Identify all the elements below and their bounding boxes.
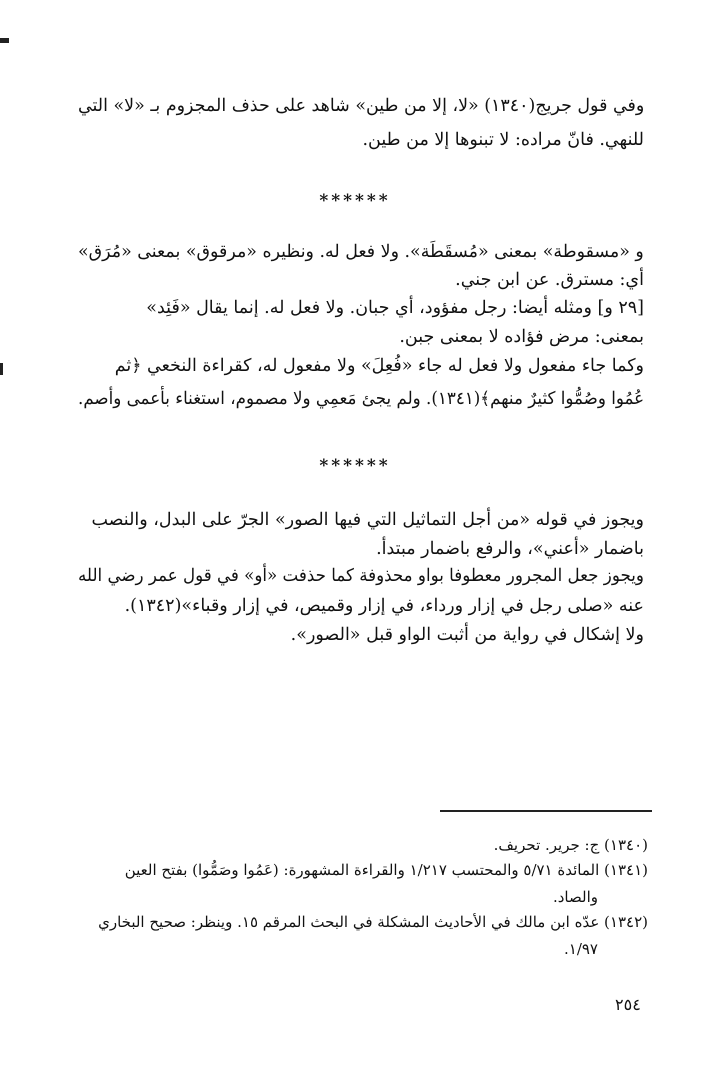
text-line: ويجوز في قوله «من أجل التماثيل التي فيها الصور» الجرّ على البدل، والنصب	[91, 510, 644, 530]
text-line: بمعنى: مرض فؤاده لا بمعنى جبن.	[399, 327, 644, 347]
footnote-1341: (١٣٤١) المائدة ٥/٧١ والمحتسب ١/٢١٧ والقراءة المشهورة: (عَمُوا وصَمُّوا) بفتح العين	[124, 861, 648, 879]
section-separator: ******	[319, 456, 391, 476]
text-line: [٢٩ و] ومثله أيضا: رجل مفؤود، أي جبان. ولا فعل له. إنما يقال «فَئِد»	[146, 298, 644, 318]
footnote-1340: (١٣٤٠) ج: جرير. تحريف.	[493, 836, 648, 854]
text-line: للنهي. فانّ مراده: لا تبنوها إلا من طين.	[362, 130, 644, 150]
footnote-1342-continued: ١/٩٧.	[563, 940, 598, 958]
section-separator: ******	[319, 191, 391, 211]
text-line: ولا إشكال في رواية من أثبت الواو قبل «الصور».	[290, 625, 644, 645]
scan-edge-mark	[0, 38, 9, 43]
text-line: وكما جاء مفعول ولا فعل له جاء «فُعِلَ» ولا مفعول له، كقراءة النخعي ﴿ثم	[114, 356, 644, 376]
text-line: وفي قول جريج(١٣٤٠) «لا، إلا من طين» شاهد على حذف المجزوم بـ «لا» التي	[77, 96, 644, 116]
text-line: باضمار «أعني»، والرفع باضمار مبتدأ.	[376, 539, 644, 559]
page-number: ٢٥٤	[615, 995, 641, 1014]
scan-edge-mark	[0, 363, 3, 375]
text-line: عُمُوا وصُمُّوا كثيرٌ منهم﴾(١٣٤١). ولم يجئ مَعمِي ولا مصموم، استغناء بأعمى وأصم.	[77, 389, 644, 409]
text-line: عنه «صلى رجل في إزار ورداء، في إزار وقميص، في إزار وقباء»(١٣٤٢).	[124, 596, 644, 616]
text-line: ويجوز جعل المجرور معطوفا بواو محذوفة كما حذفت «أو» في قول عمر رضي الله	[78, 566, 644, 586]
footnote-1342: (١٣٤٢) عدّه ابن مالك في الأحاديث المشكلة في البحث المرقم ١٥. وينظر: صحيح البخاري	[98, 913, 648, 931]
footnote-rule	[440, 810, 652, 812]
text-line: أي: مسترق. عن ابن جني.	[455, 270, 644, 290]
text-line: و «مسقوطة» بمعنى «مُسقَطَة». ولا فعل له. ونظيره «مرقوق» بمعنى «مُرَق»	[78, 242, 644, 262]
footnote-1341-continued: والصاد.	[552, 888, 598, 906]
